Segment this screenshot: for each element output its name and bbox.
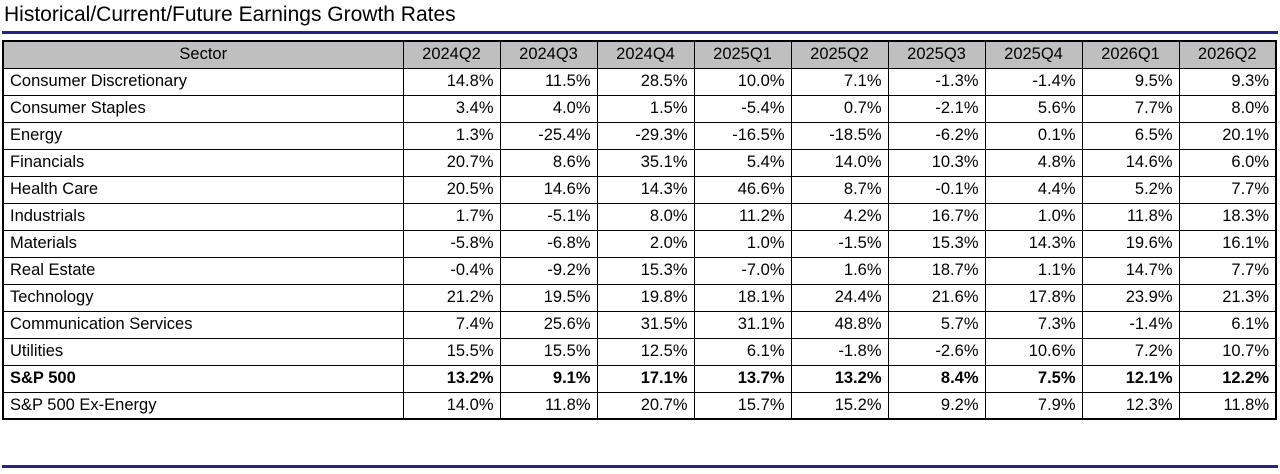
cell-value: 1.0% — [694, 230, 791, 257]
page-title: Historical/Current/Future Earnings Growth Rates — [4, 3, 456, 26]
cell-value: 14.8% — [403, 68, 500, 95]
cell-value: 19.6% — [1082, 230, 1179, 257]
cell-value: 14.0% — [403, 392, 500, 419]
cell-value: 18.1% — [694, 284, 791, 311]
cell-value: 10.7% — [1179, 338, 1276, 365]
table-row-sp500-ex-energy — [3, 392, 1276, 419]
cell-value: 2.0% — [597, 230, 694, 257]
cell-value: 10.3% — [888, 149, 985, 176]
sector-label: Consumer Staples — [3, 95, 403, 122]
cell-value: -1.8% — [791, 338, 888, 365]
cell-value: 21.2% — [403, 284, 500, 311]
sector-label: Consumer Discretionary — [3, 68, 403, 95]
cell-value: 14.7% — [1082, 257, 1179, 284]
cell-value: 20.7% — [403, 149, 500, 176]
cell-value: -1.5% — [791, 230, 888, 257]
table-row — [3, 257, 1276, 284]
cell-value: 14.3% — [985, 230, 1082, 257]
cell-value: 31.5% — [597, 311, 694, 338]
cell-value: 12.2% — [1179, 365, 1276, 392]
sector-label: Financials — [3, 149, 403, 176]
cell-value: 15.7% — [694, 392, 791, 419]
cell-value: 10.6% — [985, 338, 1082, 365]
cell-value: 7.5% — [985, 365, 1082, 392]
cell-value: 7.4% — [403, 311, 500, 338]
cell-value: -2.1% — [888, 95, 985, 122]
title-divider — [2, 31, 1278, 34]
sector-label: Technology — [3, 284, 403, 311]
cell-value: -16.5% — [694, 122, 791, 149]
cell-value: 46.6% — [694, 176, 791, 203]
cell-value: -18.5% — [791, 122, 888, 149]
cell-value: -29.3% — [597, 122, 694, 149]
cell-value: 13.2% — [403, 365, 500, 392]
cell-value: 6.1% — [1179, 311, 1276, 338]
cell-value: 11.5% — [500, 68, 597, 95]
cell-value: -25.4% — [500, 122, 597, 149]
sector-label: Real Estate — [3, 257, 403, 284]
cell-value: 21.6% — [888, 284, 985, 311]
table-row — [3, 149, 1276, 176]
cell-value: 7.3% — [985, 311, 1082, 338]
column-header-2025q1: 2025Q1 — [694, 41, 791, 68]
cell-value: 20.5% — [403, 176, 500, 203]
cell-value: -7.0% — [694, 257, 791, 284]
cell-value: 4.0% — [500, 95, 597, 122]
cell-value: 1.3% — [403, 122, 500, 149]
cell-value: 24.4% — [791, 284, 888, 311]
cell-value: 7.9% — [985, 392, 1082, 419]
cell-value: 18.7% — [888, 257, 985, 284]
cell-value: -6.2% — [888, 122, 985, 149]
cell-value: 18.3% — [1179, 203, 1276, 230]
table-header — [3, 41, 1276, 68]
cell-value: 1.1% — [985, 257, 1082, 284]
cell-value: 48.8% — [791, 311, 888, 338]
cell-value: 15.2% — [791, 392, 888, 419]
cell-value: 5.7% — [888, 311, 985, 338]
cell-value: 5.6% — [985, 95, 1082, 122]
cell-value: -6.8% — [500, 230, 597, 257]
cell-value: -0.1% — [888, 176, 985, 203]
cell-value: 17.1% — [597, 365, 694, 392]
cell-value: 1.6% — [791, 257, 888, 284]
sector-label: S&P 500 — [3, 365, 403, 392]
table-row — [3, 176, 1276, 203]
column-header-2025q2: 2025Q2 — [791, 41, 888, 68]
table-header-row — [3, 41, 1276, 68]
cell-value: 9.3% — [1179, 68, 1276, 95]
cell-value: -1.4% — [1082, 311, 1179, 338]
sector-label: Communication Services — [3, 311, 403, 338]
sector-label: Industrials — [3, 203, 403, 230]
cell-value: 16.1% — [1179, 230, 1276, 257]
sector-label: S&P 500 Ex-Energy — [3, 392, 403, 419]
cell-value: 20.1% — [1179, 122, 1276, 149]
cell-value: 19.8% — [597, 284, 694, 311]
column-header-2024q4: 2024Q4 — [597, 41, 694, 68]
cell-value: 23.9% — [1082, 284, 1179, 311]
sector-label: Utilities — [3, 338, 403, 365]
cell-value: 11.8% — [500, 392, 597, 419]
column-header-2026q2: 2026Q2 — [1179, 41, 1276, 68]
cell-value: 14.6% — [1082, 149, 1179, 176]
table-row — [3, 311, 1276, 338]
table-row — [3, 95, 1276, 122]
cell-value: 8.0% — [597, 203, 694, 230]
cell-value: 14.6% — [500, 176, 597, 203]
cell-value: 6.0% — [1179, 149, 1276, 176]
cell-value: 12.5% — [597, 338, 694, 365]
cell-value: 7.7% — [1179, 257, 1276, 284]
cell-value: 15.3% — [597, 257, 694, 284]
cell-value: 3.4% — [403, 95, 500, 122]
cell-value: -5.1% — [500, 203, 597, 230]
cell-value: -0.4% — [403, 257, 500, 284]
bottom-divider — [2, 465, 1278, 468]
cell-value: 12.1% — [1082, 365, 1179, 392]
cell-value: 10.0% — [694, 68, 791, 95]
cell-value: 15.5% — [500, 338, 597, 365]
cell-value: 8.0% — [1179, 95, 1276, 122]
cell-value: 16.7% — [888, 203, 985, 230]
cell-value: 8.7% — [791, 176, 888, 203]
cell-value: 7.7% — [1179, 176, 1276, 203]
column-header-2024q2: 2024Q2 — [403, 41, 500, 68]
cell-value: 13.2% — [791, 365, 888, 392]
cell-value: -2.6% — [888, 338, 985, 365]
cell-value: 13.7% — [694, 365, 791, 392]
cell-value: 4.2% — [791, 203, 888, 230]
sector-label: Materials — [3, 230, 403, 257]
cell-value: 19.5% — [500, 284, 597, 311]
table-row — [3, 203, 1276, 230]
table-body — [3, 68, 1276, 419]
table-row — [3, 230, 1276, 257]
cell-value: 9.1% — [500, 365, 597, 392]
cell-value: 4.8% — [985, 149, 1082, 176]
table-row-sp500 — [3, 365, 1276, 392]
cell-value: 17.8% — [985, 284, 1082, 311]
cell-value: 35.1% — [597, 149, 694, 176]
cell-value: 0.7% — [791, 95, 888, 122]
column-header-2025q3: 2025Q3 — [888, 41, 985, 68]
column-header-sector: Sector — [3, 41, 403, 68]
cell-value: 15.3% — [888, 230, 985, 257]
cell-value: 11.2% — [694, 203, 791, 230]
cell-value: 14.0% — [791, 149, 888, 176]
cell-value: -5.4% — [694, 95, 791, 122]
cell-value: 7.2% — [1082, 338, 1179, 365]
cell-value: 6.5% — [1082, 122, 1179, 149]
cell-value: 4.4% — [985, 176, 1082, 203]
cell-value: 28.5% — [597, 68, 694, 95]
cell-value: 0.1% — [985, 122, 1082, 149]
column-header-2026q1: 2026Q1 — [1082, 41, 1179, 68]
table-row — [3, 68, 1276, 95]
cell-value: 5.4% — [694, 149, 791, 176]
cell-value: 9.5% — [1082, 68, 1179, 95]
column-header-2024q3: 2024Q3 — [500, 41, 597, 68]
cell-value: 1.5% — [597, 95, 694, 122]
cell-value: 1.7% — [403, 203, 500, 230]
cell-value: 5.2% — [1082, 176, 1179, 203]
cell-value: 15.5% — [403, 338, 500, 365]
cell-value: 8.4% — [888, 365, 985, 392]
cell-value: 11.8% — [1082, 203, 1179, 230]
sector-label: Energy — [3, 122, 403, 149]
column-header-2025q4: 2025Q4 — [985, 41, 1082, 68]
table-row — [3, 338, 1276, 365]
sector-label: Health Care — [3, 176, 403, 203]
cell-value: 21.3% — [1179, 284, 1276, 311]
cell-value: -5.8% — [403, 230, 500, 257]
table-row — [3, 122, 1276, 149]
cell-value: 7.7% — [1082, 95, 1179, 122]
cell-value: 25.6% — [500, 311, 597, 338]
cell-value: -9.2% — [500, 257, 597, 284]
cell-value: 20.7% — [597, 392, 694, 419]
cell-value: 1.0% — [985, 203, 1082, 230]
cell-value: 7.1% — [791, 68, 888, 95]
cell-value: 6.1% — [694, 338, 791, 365]
cell-value: 14.3% — [597, 176, 694, 203]
earnings-growth-table — [2, 40, 1277, 420]
cell-value: -1.4% — [985, 68, 1082, 95]
table-row — [3, 284, 1276, 311]
cell-value: -1.3% — [888, 68, 985, 95]
cell-value: 8.6% — [500, 149, 597, 176]
cell-value: 31.1% — [694, 311, 791, 338]
cell-value: 12.3% — [1082, 392, 1179, 419]
cell-value: 11.8% — [1179, 392, 1276, 419]
cell-value: 9.2% — [888, 392, 985, 419]
